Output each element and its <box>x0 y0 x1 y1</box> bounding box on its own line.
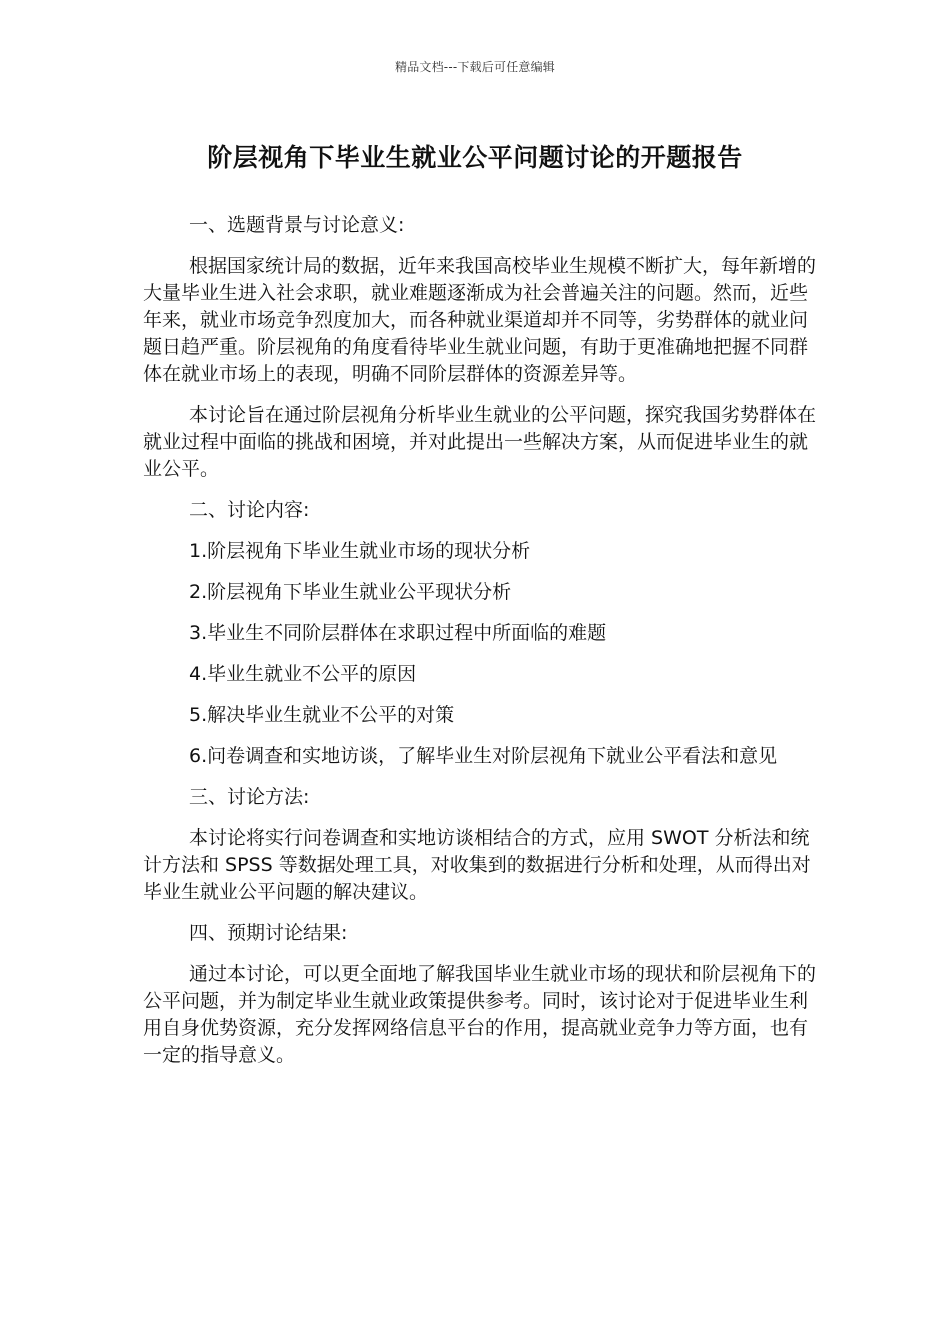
paragraph-results: 通过本讨论，可以更全面地了解我国毕业生就业市场的现状和阶层视角下的公平问题，并为制定毕业生就业政策提供参考。同时，该讨论对于促进毕业生利用自身优势资源，充分发挥网络信息平台的作用，提高就业竞争力等方面，也有一定的指导意义。 <box>143 963 817 1066</box>
running-header: 精品文档---下载后可任意编辑 <box>395 60 555 74</box>
paragraph-method: 本讨论将实行问卷调查和实地访谈相结合的方式，应用 SWOT 分析法和统计方法和 SPSS 等数据处理工具，对收集到的数据进行分析和处理，从而得出对毕业生就业公平问题的解决建议。 <box>143 827 811 903</box>
section-heading-content: 二、讨论内容: <box>189 499 310 521</box>
section-heading-background: 一、选题背景与讨论意义: <box>189 214 405 236</box>
list-item: 3.毕业生不同阶层群体在求职过程中所面临的难题 <box>189 622 607 644</box>
paragraph-background: 根据国家统计局的数据，近年来我国高校毕业生规模不断扩大，每年新增的大量毕业生进入社会求职，就业难题逐渐成为社会普遍关注的问题。然而，近些年来，就业市场竞争烈度加大，而各种就业渠道却并不同等，劣势群体的就业问题日趋严重。阶层视角的角度看待毕业生就业问题，有助于更准确地把握不同群体在就业市场上的表现，明确不同阶层群体的资源差异等。 <box>143 255 817 385</box>
list-item: 2.阶层视角下毕业生就业公平现状分析 <box>189 581 512 603</box>
section-heading-method: 三、讨论方法: <box>189 786 310 808</box>
document-title: 阶层视角下毕业生就业公平问题讨论的开题报告 <box>207 143 743 172</box>
list-item: 6.问卷调查和实地访谈，了解毕业生对阶层视角下就业公平看法和意见 <box>189 745 778 767</box>
section-heading-results: 四、预期讨论结果: <box>189 922 348 944</box>
list-item: 4.毕业生就业不公平的原因 <box>189 663 417 685</box>
list-item: 1.阶层视角下毕业生就业市场的现状分析 <box>189 540 531 562</box>
document-body <box>143 212 823 1083</box>
list-item: 5.解决毕业生就业不公平的对策 <box>189 704 455 726</box>
paragraph-purpose: 本讨论旨在通过阶层视角分析毕业生就业的公平问题，探究我国劣势群体在就业过程中面临的挑战和困境，并对此提出一些解决方案，从而促进毕业生的就业公平。 <box>143 404 817 480</box>
